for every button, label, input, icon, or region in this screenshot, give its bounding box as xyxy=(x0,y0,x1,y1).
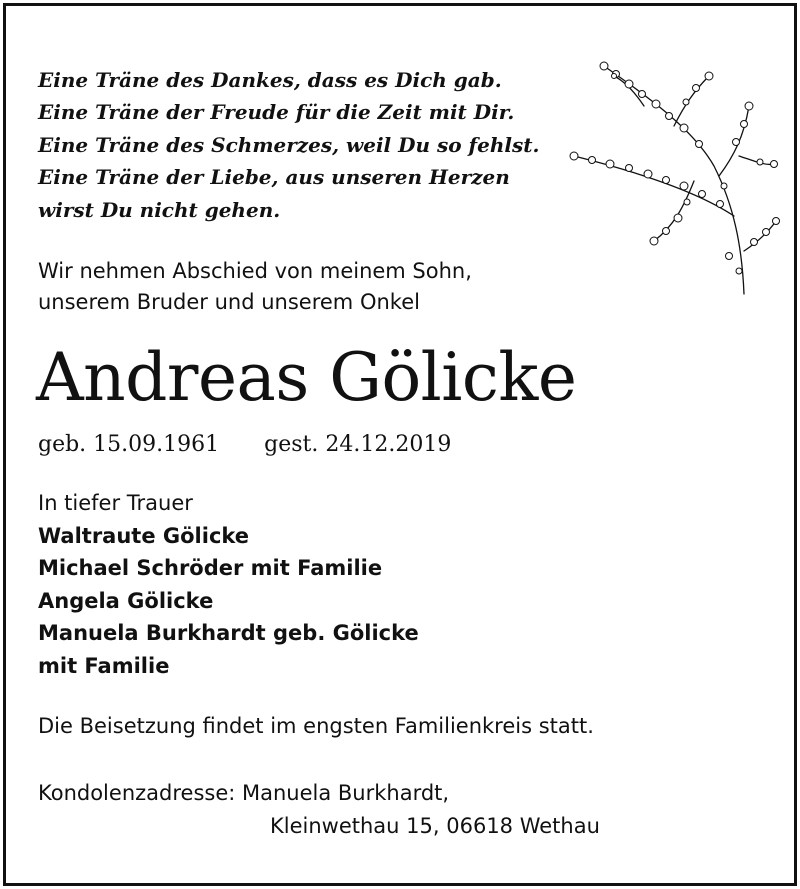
intro-line: Wir nehmen Abschied von meinem Sohn, xyxy=(38,259,472,283)
poem-line: Eine Träne des Schmerzes, weil Du so fehlst. xyxy=(38,132,540,157)
flowering-branch-icon xyxy=(544,46,780,296)
intro-line: unserem Bruder und unserem Onkel xyxy=(38,290,420,314)
burial-note: Die Beisetzung findet im engsten Familienkreis statt. xyxy=(38,714,594,738)
death-date: gest. 24.12.2019 xyxy=(264,432,452,457)
mourner-name: Angela Gölicke xyxy=(38,588,214,613)
obituary-notice xyxy=(3,3,797,886)
poem-block xyxy=(38,64,539,226)
mourner-name: mit Familie xyxy=(38,653,170,678)
condolence-label: Kondolenzadresse: Manuela Burkhardt, xyxy=(38,781,450,805)
mourning-heading: In tiefer Trauer xyxy=(38,491,193,515)
mourner-name: Michael Schröder mit Familie xyxy=(38,556,383,580)
poem-line: Eine Träne des Dankes, dass es Dich gab. xyxy=(38,68,502,92)
intro-text xyxy=(38,256,472,318)
condolence-street: Kleinwethau 15, 06618 Wethau xyxy=(270,814,600,838)
poem-line: Eine Träne der Freude für die Zeit mit Dir. xyxy=(38,100,515,125)
poem-line: Eine Träne der Liebe, aus unseren Herzen xyxy=(38,165,510,190)
mourner-name: Waltraute Gölicke xyxy=(38,523,250,548)
mourner-name: Manuela Burkhardt geb. Gölicke xyxy=(38,621,419,645)
deceased-name: Andreas Gölicke xyxy=(36,339,577,416)
birth-date: geb. 15.09.1961 xyxy=(38,432,220,457)
condolence-address xyxy=(38,777,600,843)
life-dates xyxy=(38,430,451,460)
poem-line: wirst Du nicht gehen. xyxy=(38,197,281,222)
mourners-block xyxy=(38,487,419,682)
